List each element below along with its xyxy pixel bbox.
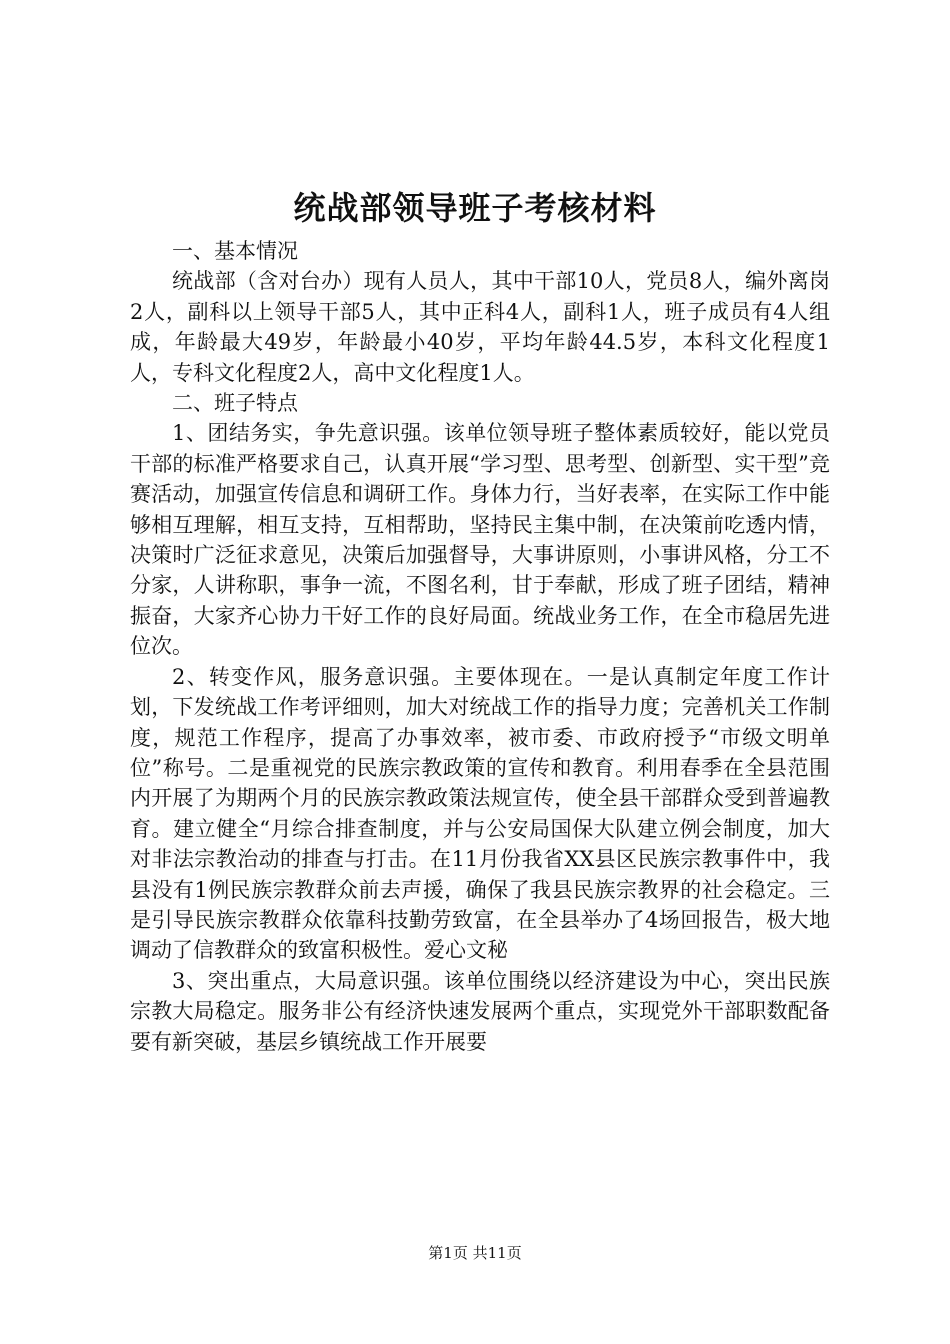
page-number-footer: 第1页 共11页 bbox=[428, 1244, 522, 1262]
paragraph-unity: 1、团结务实，争先意识强。该单位领导班子整体素质较好，能以党员干部的标准严格要求自己，认真开展“学习型、思考型、创新型、实干型”竞赛活动，加强宣传信息和调研工作。身体力行，当好表率，在实际工作中能够相互理解，相互支持，互相帮助，坚持民主集中制，在决策前吃透内情，决策时广泛征求意见，决策后加强督导，大事讲原则，小事讲风格，分工不分家，人讲称职，事争一流，不图名利，甘于奉献，形成了班子团结，精神振奋，大家齐心协力干好工作的良好局面。统战业务工作，在全市稳居先进位次。 bbox=[130, 421, 830, 659]
document-title: 统战部领导班子考核材料 bbox=[293, 189, 657, 227]
section-heading-basic-info: 一、基本情况 bbox=[172, 239, 298, 263]
paragraph-service: 2、转变作风，服务意识强。主要体现在。一是认真制定年度工作计划，下发统战工作考评细则，加大对统战工作的指导力度；完善机关工作制度，规范工作程序，提高了办事效率，被市委、市政府授予“市级文明单位”称号。二是重视党的民族宗教政策的宣传和教育。利用春季在全县范围内开展了为期两个月的民族宗教政策法规宣传，使全县干部群众受到普遍教育。建立健全“月综合排查制度，并与公安局国保大队建立例会制度，加大对非法宗教治动的排查与打击。在11月份我省XX县区民族宗教事件中，我县没有1例民族宗教群众前去声援，确保了我县民族宗教界的社会稳定。三是引导民族宗教群众依靠科技勤劳致富，在全县举办了4场回报告，极大地调动了信教群众的致富积极性。爱心文秘 bbox=[130, 664, 830, 963]
paragraph-basic-info: 统战部（含对台办）现有人员人，其中干部10人，党员8人，编外离岗2人，副科以上领导干部5人，其中正科4人，副科1人，班子成员有4人组成，年龄最大49岁，年龄最小40岁，平均年龄44.5岁，本科文化程度1人，专科文化程度2人，高中文化程度1人。 bbox=[130, 269, 830, 385]
paragraph-focus: 3、突出重点，大局意识强。该单位围绕以经济建设为中心，突出民族宗教大局稳定。服务非公有经济快速发展两个重点，实现党外干部职数配备要有新突破，基层乡镇统战工作开展要 bbox=[130, 968, 830, 1054]
document-body bbox=[130, 236, 830, 1057]
section-heading-team-features: 二、班子特点 bbox=[172, 391, 298, 416]
